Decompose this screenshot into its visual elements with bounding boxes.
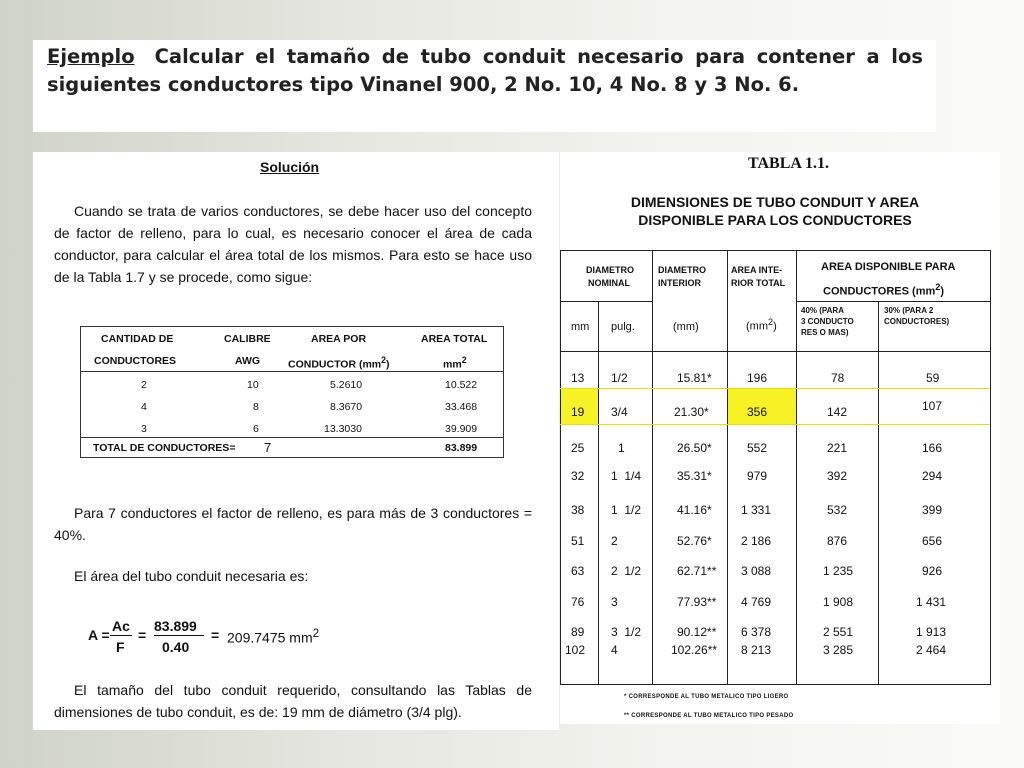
table-1-1-title: TABLA 1.1.: [748, 155, 830, 172]
row-3-p30: 166: [922, 441, 943, 455]
calc-row-1-total: 10.522: [445, 379, 478, 391]
row-4-p30: 294: [922, 469, 943, 483]
area-formula: [88, 618, 348, 658]
row-7-pulg: 2 1/2: [611, 564, 642, 578]
row-6-pulg: 2: [611, 534, 618, 548]
calc-total-value: 83.899: [445, 442, 478, 454]
calc-row-3-qty: 3: [141, 423, 147, 435]
table-1-1-subtitle-line-2: DISPONIBLE PARA LOS CONDUCTORES: [638, 212, 912, 228]
row-7-di: 62.71**: [677, 564, 717, 578]
row-8-p30: 1 431: [916, 595, 947, 609]
header-nominal-1: DIAMETRO: [586, 265, 634, 275]
row-4-mm: 32: [571, 469, 585, 483]
row-6-area: 2 186: [741, 534, 772, 548]
header-mm2-paren: $(mm^2)$: [746, 317, 777, 333]
row-2-p40: 142: [827, 405, 848, 419]
calc-header-area-2: CONDUCTOR $(mm^2)$: [288, 355, 390, 371]
row-9-mm: 89: [571, 625, 585, 639]
highlight-line-bottom: [560, 424, 990, 425]
solution-paragraph-3-text: El área del tubo conduit necesaria es:: [74, 568, 309, 584]
example-text: Calcular el tamaño de tubo conduit necesario para contener a los siguientes conductores tipo Vinanel 900, 2 No. 10, 4 No. 8 y 3 No. 6.: [47, 45, 923, 96]
conduit-dimensions-table: [560, 250, 991, 685]
row-2-mm: 19: [571, 405, 585, 419]
table-note-1: * CORRESPONDE AL TUBO METALICO TIPO LIGERO: [624, 694, 789, 700]
formula-denominator-symbol: F: [116, 639, 125, 655]
row-4-pulg: 1 1/4: [611, 469, 642, 483]
solution-paragraph-3: [54, 565, 532, 587]
header-pulg: pulg.: [611, 321, 635, 333]
calc-row-3-total: 39.909: [445, 423, 478, 435]
header-p40-2: 3 CONDUCTO: [801, 317, 854, 326]
row-10-p40: 3 285: [823, 643, 854, 657]
row-9-di: 90.12**: [677, 625, 717, 639]
solution-panel: [33, 152, 559, 730]
example-statement: [47, 43, 923, 99]
row-2-pulg: 3/4: [611, 405, 628, 419]
header-nominal-2: NOMINAL: [588, 278, 630, 288]
header-p30-2: CONDUCTORES): [884, 317, 950, 326]
row-8-area: 4 769: [741, 595, 772, 609]
header-interior-1: DIAMETRO: [658, 265, 706, 275]
row-4-di: 35.31*: [677, 469, 712, 483]
row-6-p30: 656: [922, 534, 943, 548]
row-3-p40: 221: [827, 441, 848, 455]
header-interior-2: INTERIOR: [658, 278, 702, 288]
formula-equals-2: =: [211, 627, 220, 643]
solution-paragraph-2: [54, 502, 532, 546]
row-3-di: 26.50*: [677, 441, 712, 455]
row-1-p30: 59: [926, 371, 940, 385]
formula-numerator-value: 83.899: [154, 618, 197, 634]
calc-header-awg-2: AWG: [235, 355, 261, 367]
row-2-di: 21.30*: [674, 405, 709, 419]
header-mm: mm: [571, 321, 590, 333]
row-3-mm: 25: [571, 441, 585, 455]
row-5-p40: 532: [827, 503, 848, 517]
row-9-pulg: 3 1/2: [611, 625, 642, 639]
solution-paragraph-1-text: Cuando se trata de varios conductores, se debe hacer uso del concepto de factor de relleno, para lo cual, es necesario conocer el área de cada conductor, para calcular el área total de los mismos. Para esto se hace uso de la Tabla 1.7 y se procede, como sigue:: [54, 203, 532, 285]
formula-equals-1: =: [138, 627, 147, 643]
row-6-di: 52.76*: [677, 534, 712, 548]
row-1-di: 15.81*: [677, 371, 712, 385]
row-2-area: 356: [747, 405, 768, 419]
calc-header-qty-1: CANTIDAD DE: [101, 333, 174, 345]
row-1-p40: 78: [831, 371, 845, 385]
row-3-area: 552: [747, 441, 768, 455]
header-area-1: AREA INTE-: [731, 265, 783, 275]
row-8-di: 77.93**: [677, 595, 717, 609]
calc-row-1-area: 5.2610: [330, 379, 363, 391]
calc-header-qty-2: CONDUCTORES: [94, 355, 177, 367]
header-p40-1: 40% (PARA: [801, 306, 844, 315]
example-keyword: Ejemplo: [47, 45, 135, 68]
table-1-1-subtitle-line-1: DIMENSIONES DE TUBO CONDUIT Y AREA: [630, 194, 920, 210]
row-5-pulg: 1 1/2: [611, 503, 642, 517]
header-mm-paren: (mm): [673, 321, 699, 333]
calc-row-3-awg: 6: [253, 423, 259, 435]
calc-header-area-1: AREA POR: [311, 333, 367, 345]
solution-title: Solución: [260, 159, 320, 175]
calc-row-2-area: 8.3670: [330, 401, 363, 413]
formula-numerator-symbol: Ac: [112, 618, 130, 634]
row-5-di: 41.16*: [677, 503, 712, 517]
calc-total-count: 7: [264, 440, 272, 455]
row-3-pulg: 1: [618, 441, 625, 455]
row-1-area: 196: [747, 371, 768, 385]
header-p30-1: 30% (PARA 2: [884, 306, 934, 315]
solution-paragraph-1: [54, 200, 532, 288]
solution-paragraph-2-text: Para 7 conductores el factor de relleno, es para más de 3 conductores = 40%.: [54, 505, 532, 543]
row-10-area: 8 213: [741, 643, 772, 657]
formula-denominator-value: 0.40: [162, 639, 190, 655]
row-4-area: 979: [747, 469, 768, 483]
conductor-area-table: [80, 326, 504, 458]
header-disp-2: CONDUCTORES $(mm^2)$: [823, 282, 945, 298]
row-9-p30: 1 913: [916, 625, 947, 639]
row-6-p40: 876: [827, 534, 848, 548]
row-1-pulg: 1/2: [611, 371, 628, 385]
calc-header-total-2: $mm^2$: [443, 355, 467, 371]
calc-row-1-qty: 2: [141, 379, 147, 391]
row-2-p30: 107: [922, 399, 943, 413]
header-area-2: RIOR TOTAL: [731, 278, 786, 288]
row-10-di: 102.26**: [671, 643, 718, 657]
table-1-1-subtitle: [610, 193, 940, 229]
row-9-area: 6 378: [741, 625, 772, 639]
calc-row-2-total: 33.468: [445, 401, 478, 413]
row-5-mm: 38: [571, 503, 585, 517]
row-7-area: 3 088: [741, 564, 772, 578]
row-10-pulg: 4: [611, 643, 618, 657]
row-7-p40: 1 235: [823, 564, 854, 578]
row-5-area: 1 331: [741, 503, 772, 517]
row-7-mm: 63: [571, 564, 585, 578]
row-8-pulg: 3: [611, 595, 618, 609]
table-1-1-panel: [560, 152, 1000, 724]
calc-row-2-awg: 8: [253, 401, 259, 413]
row-4-p40: 392: [827, 469, 848, 483]
row-8-mm: 76: [571, 595, 585, 609]
calc-row-3-area: 13.3030: [324, 423, 362, 435]
formula-lhs: A =: [88, 627, 110, 643]
calc-row-2-qty: 4: [141, 401, 147, 413]
row-10-p30: 2 464: [916, 643, 947, 657]
row-5-p30: 399: [922, 503, 943, 517]
example-header: [33, 40, 936, 132]
calc-total-label: TOTAL DE CONDUCTORES=: [93, 442, 236, 454]
solution-paragraph-4-text: El tamaño del tubo conduit requerido, consultando las Tablas de dimensiones de tubo conduit, es de: 19 mm de diámetro (3/4 plg).: [54, 682, 532, 720]
header-p40-3: RES O MAS): [801, 328, 849, 337]
solution-paragraph-4: [54, 679, 532, 723]
row-9-p40: 2 551: [823, 625, 854, 639]
row-6-mm: 51: [571, 534, 585, 548]
formula-result: 209.7475 $mm^2$: [227, 627, 320, 646]
calc-header-total-1: AREA TOTAL: [421, 333, 488, 345]
header-disp-1: AREA DISPONIBLE PARA: [821, 261, 956, 273]
row-7-p30: 926: [922, 564, 943, 578]
highlight-line-top: [560, 388, 990, 389]
calc-header-awg-1: CALIBRE: [224, 333, 271, 345]
calc-row-1-awg: 10: [247, 379, 259, 391]
row-8-p40: 1 908: [823, 595, 854, 609]
table-note-2: ** CORRESPONDE AL TUBO METALICO TIPO PESADO: [624, 713, 794, 719]
row-10-mm: 102: [565, 643, 586, 657]
row-1-mm: 13: [571, 371, 585, 385]
